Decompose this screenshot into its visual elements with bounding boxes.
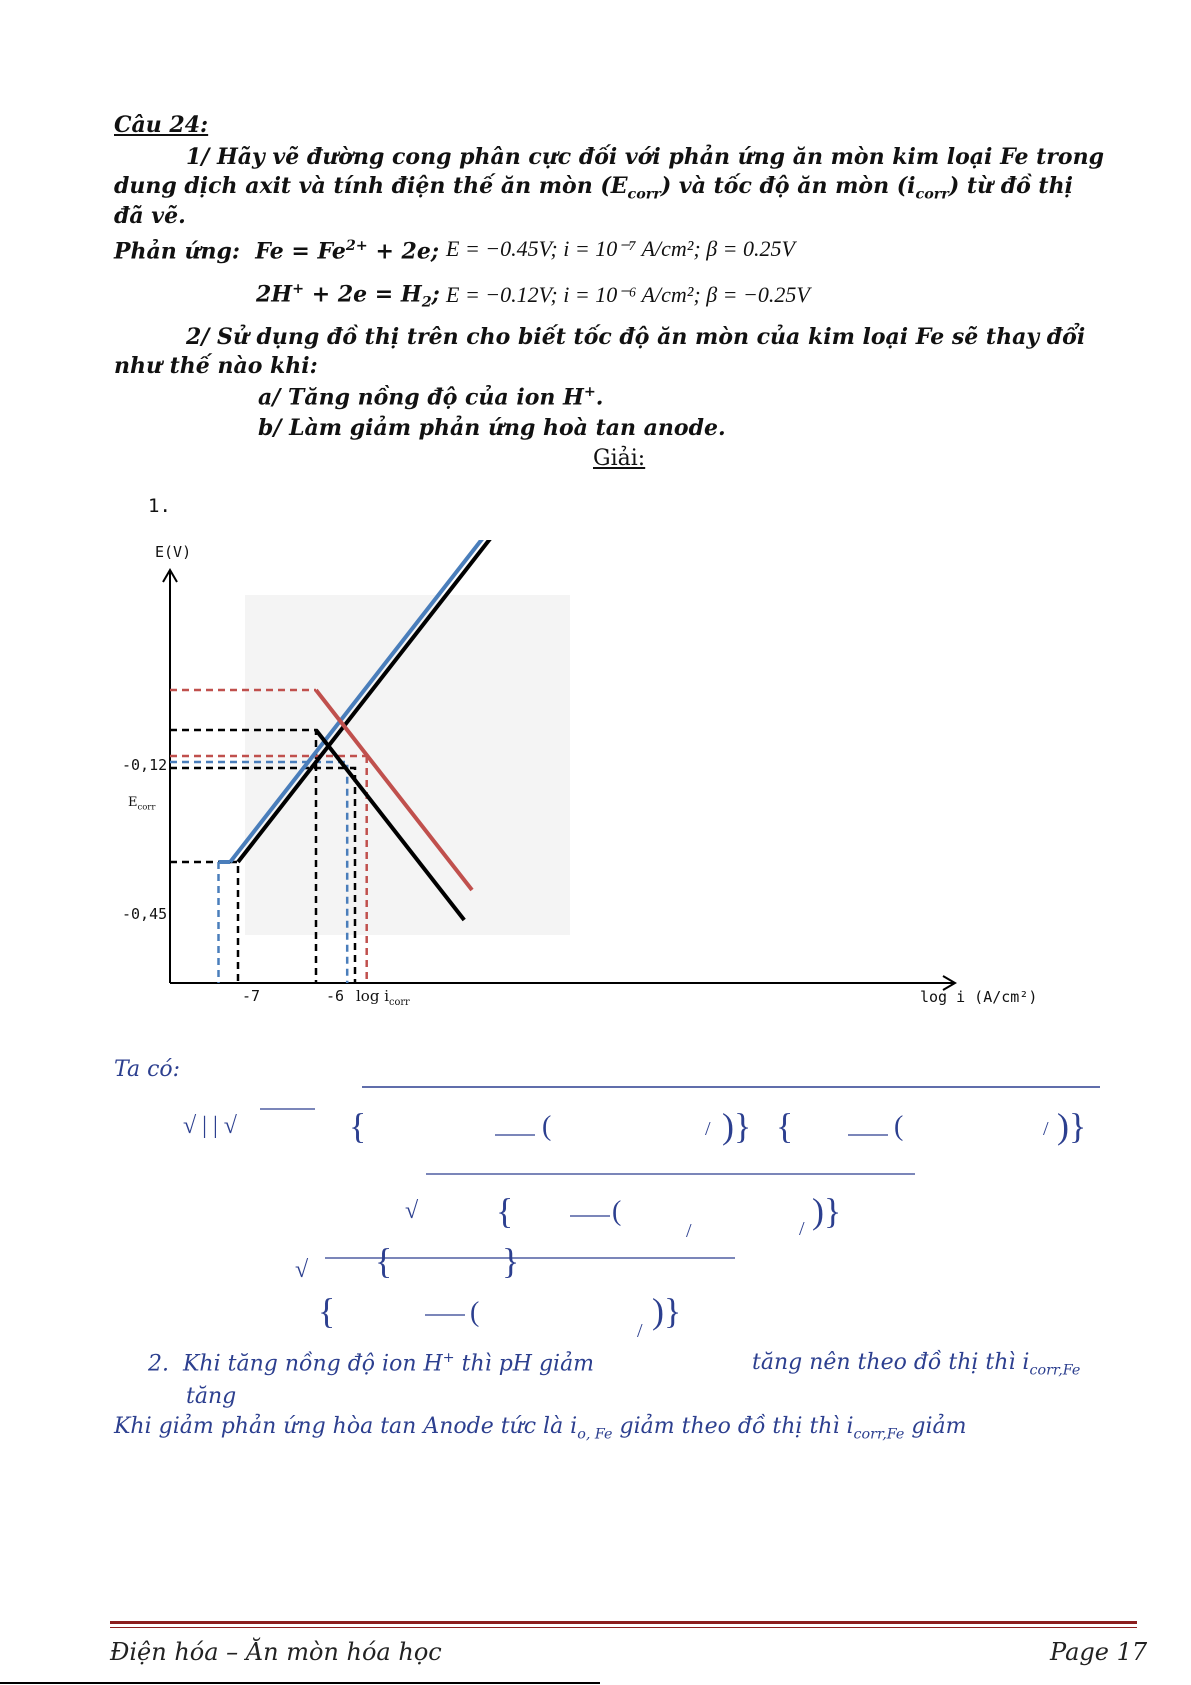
y-tick-ecorr: $E_{corr}$ <box>128 795 156 812</box>
formula-slash-5: / <box>637 1320 643 1342</box>
formula-brace-2: { <box>776 1106 794 1146</box>
answer3-line: Khi giảm phản ứng hòa tan Anode tức là $i_{o, Fe}$ giảm theo đồ thị thì $i_{corr,Fe}$ giảm <box>114 1414 967 1443</box>
part2-line2: như thế nào khi: <box>114 353 318 379</box>
page-bottom-rule <box>0 1682 600 1684</box>
formula-brace-6: { <box>318 1291 336 1331</box>
formula-sqrt-1: √ | | √ <box>183 1113 237 1139</box>
formula-paren-4: ( <box>470 1297 480 1328</box>
x-axis-label: log i (A/cm²) <box>920 988 1038 1006</box>
part2-line1: 2/ Sử dụng đồ thị trên cho biết tốc độ ăn mòn của kim loại Fe sẽ thay đổi <box>186 324 1086 350</box>
footer-rule-thick <box>110 1621 1137 1624</box>
formula-slash-3: / <box>686 1220 692 1242</box>
solution-heading: Giải: <box>593 446 646 471</box>
formula-close-1: )} <box>722 1106 752 1146</box>
y-axis-label: E(V) <box>155 543 192 561</box>
formula-brace-1: { <box>349 1106 367 1146</box>
formula-paren-1: ( <box>542 1111 552 1142</box>
formula-sqrt-3: √ <box>295 1257 309 1283</box>
polarization-chart <box>110 540 990 1015</box>
ta-co: Ta có: <box>114 1057 181 1082</box>
y-tick-012: -0,12 <box>122 756 168 774</box>
formula-sqrt-2: √ <box>405 1198 419 1224</box>
section-1-label: 1. <box>148 495 171 517</box>
footer-title: Điện hóa – Ăn mòn hóa học <box>110 1638 442 1666</box>
guide-black-045 <box>170 862 238 983</box>
footer-rule-thin <box>110 1627 1137 1628</box>
formula-slash-2: / <box>1043 1118 1049 1140</box>
formula-slash-4: / <box>799 1218 805 1240</box>
answer2-line2: tăng <box>186 1384 237 1409</box>
formula-paren-3: ( <box>612 1196 622 1227</box>
formula-brace-5: } <box>502 1241 520 1281</box>
formula-brace-4: { <box>375 1241 393 1281</box>
formula-graphic <box>170 1075 1120 1355</box>
part2a: a/ Tăng nồng độ của ion H+. <box>258 384 604 411</box>
answer2-line1: 2. Khi tăng nồng độ ion H+ thì pH giảm <box>148 1350 595 1377</box>
reaction2-row: $2H^+ + 2e = H_2$; <box>256 281 440 311</box>
part1-line3: đã vẽ. <box>114 203 186 229</box>
reaction1-formula: E = −0.45V; i = 10⁻⁷ A/cm²; β = 0.25V <box>446 236 795 261</box>
part1-line2: dung dịch axit và tính điện thế ăn mòn $(E_{corr})$ và tốc độ ăn mòn $(i_{corr})$ từ đồ thị <box>114 173 1073 203</box>
formula-close-3: )} <box>812 1191 842 1231</box>
footer-page: Page 17 <box>1050 1638 1148 1666</box>
formula-slash-1: / <box>705 1118 711 1140</box>
formula-close-4: )} <box>652 1291 682 1331</box>
y-tick-045: -0,45 <box>122 905 168 923</box>
question-title: Câu 24: <box>114 112 209 138</box>
formula-brace-3: { <box>496 1191 514 1231</box>
formula-close-2: )} <box>1057 1106 1087 1146</box>
part1-line1: 1/ Hãy vẽ đường cong phân cực đối với phản ứng ăn mòn kim loại Fe trong <box>186 144 1104 170</box>
x-tick-logicorr: $\log i_{corr}$ <box>356 987 410 1008</box>
x-tick-6: -6 <box>326 987 345 1005</box>
formula-paren-2: ( <box>894 1111 904 1142</box>
reaction1-row: Phản ứng: $Fe = Fe^{2+} + 2e$; <box>114 238 439 265</box>
answer2-line1b: tăng nên theo đồ thị thì $i_{corr,Fe}$ <box>752 1350 1081 1379</box>
x-tick-7: -7 <box>242 987 261 1005</box>
part2b: b/ Làm giảm phản ứng hoà tan anode. <box>258 415 726 441</box>
reaction2-formula: E = −0.12V; i = 10⁻⁶ A/cm²; β = −0.25V <box>446 282 810 307</box>
